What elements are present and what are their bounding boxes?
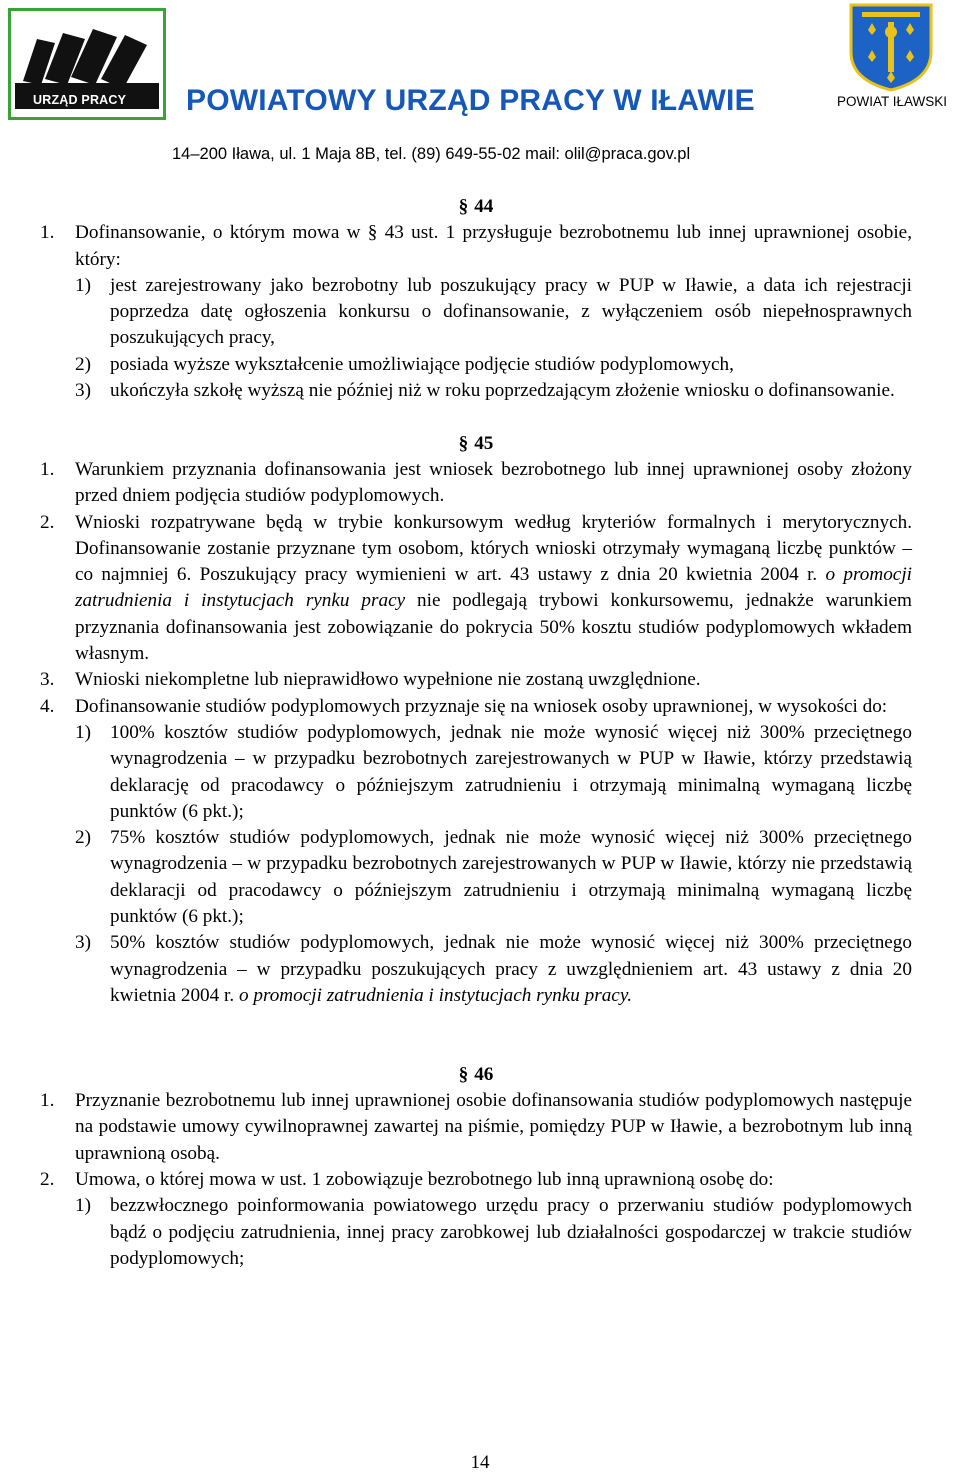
document-body <box>40 194 912 1272</box>
paragraph <box>40 694 912 720</box>
list-item <box>40 273 912 352</box>
county-label: POWIAT IŁAWSKI <box>837 94 948 109</box>
paragraph <box>40 510 912 668</box>
paragraph-number: 3. <box>40 669 55 691</box>
paragraph <box>40 1088 912 1167</box>
section-sign: § <box>458 432 469 454</box>
paragraph <box>40 1167 912 1193</box>
item-number: 2) <box>75 353 91 375</box>
item-text: jest zarejestrowany jako bezrobotny lub poszukujący pracy w PUP w Iławie, a data ich rejestracji poprzedza datę ogłoszenia konkursu o dofinansowanie, z wyłączeniem osób niepełnosprawnych poszukujących pracy, <box>110 274 912 349</box>
section-number: 44 <box>474 196 494 217</box>
list-item <box>40 825 912 930</box>
paragraph-number: 4. <box>40 695 55 717</box>
item-number: 1) <box>75 721 91 743</box>
paragraph-text: Dofinansowanie studiów podyplomowych przyznaje się na wniosek osoby uprawnionej, w wysokości do: <box>75 695 888 717</box>
page-number: 14 <box>470 1452 490 1473</box>
sub-list <box>40 273 912 404</box>
section-heading <box>40 194 912 220</box>
section-number: 46 <box>474 1063 494 1085</box>
section-sign: § <box>458 196 469 217</box>
list-item <box>40 720 912 825</box>
paragraph-text: Umowa, o której mowa w ust. 1 zobowiązuje bezrobotnego lub inną uprawnioną osobę do: <box>75 1168 774 1190</box>
paragraph-text: Dofinansowanie, o którym mowa w § 43 ust. 1 przysługuje bezrobotnemu lub innej uprawnionej osobie, który: <box>75 222 912 270</box>
logo-text: URZĄD PRACY <box>33 93 127 107</box>
text-run: 50% kosztów studiów podyplomowych, jednak nie może wynosić więcej niż 300% przeciętnego wynagrodzenia – w przypadku poszukujących pracy z uwzględnieniem art. 43 ustawy z dnia 20 kwietnia 2004 r. <box>110 932 912 1006</box>
section-heading <box>40 1062 912 1088</box>
address-line: 14–200 Iława, ul. 1 Maja 8B, tel. (89) 649-55-02 mail: olil@praca.gov.pl <box>172 145 691 163</box>
section-sign: § <box>458 1063 469 1085</box>
office-title: POWIATOWY URZĄD PRACY W IŁAWIE <box>186 84 755 117</box>
act-title: o promocji zatrudnienia i instytucjach rynku pracy. <box>238 984 633 1006</box>
item-text: 75% kosztów studiów podyplomowych, jednak nie może wynosić więcej niż 300% przeciętnego wynagrodzenia – w przypadku bezrobotnych zarejestrowanych w PUP w Iławie, którzy nie przedstawią deklaracji od pracodawcy o późniejszym zatrudnieniu i otrzymają minimalną wymaganą liczbę punktów (6 pkt.); <box>110 827 912 928</box>
letterhead <box>0 0 960 175</box>
item-number: 1) <box>75 274 91 296</box>
urzad-pracy-logo <box>8 8 166 120</box>
item-text: 100% kosztów studiów podyplomowych, jednak nie może wynosić więcej niż 300% przeciętnego wynagrodzenia – w przypadku bezrobotnych zarejestrowanych w PUP w Iławie, którzy przedstawią deklarację od pracodawcy o późniejszym zatrudnieniu i otrzymają minimalną wymaganą liczbę punktów (6 pkt.); <box>110 721 912 822</box>
list-item <box>40 352 912 378</box>
section-number: 45 <box>474 432 494 454</box>
item-number: 2) <box>75 827 91 849</box>
item-number: 3) <box>75 380 91 402</box>
paragraph-number: 2. <box>40 511 55 533</box>
paragraph <box>40 457 912 510</box>
item-text <box>110 930 912 1009</box>
paragraph-text: Warunkiem przyznania dofinansowania jest wniosek bezrobotnego lub innej uprawnionej osoby złożony przed dniem podjęcia studiów podyplomowych. <box>75 458 912 507</box>
item-text: ukończyła szkołę wyższą nie później niż w roku poprzedzającym złożenie wniosku o dofinansowanie. <box>110 380 895 402</box>
list-item <box>40 378 912 404</box>
act-title: o promocji zatrudnienia i instytucjach rynku pracy <box>75 564 912 612</box>
paragraph-text <box>75 510 912 668</box>
paragraph-number: 2. <box>40 1168 55 1190</box>
paragraph-number: 1. <box>40 458 55 480</box>
item-text: posiada wyższe wykształcenie umożliwiające podjęcie studiów podyplomowych, <box>110 353 734 375</box>
paragraph-number: 1. <box>40 222 55 244</box>
text-run: Wnioski rozpatrywane będą w trybie konkursowym według kryteriów formalnych i merytorycznych. Dofinansowanie zostanie przyznane tym osobom, których wnioski otrzymały wymaganą liczbę punktów – co najmniej 6. Poszukujący pracy wymienieni w art. 43 ustawy z dnia 20 kwietnia 2004 r. <box>75 511 912 586</box>
paragraph-text: Przyznanie bezrobotnemu lub innej uprawnionej osobie dofinansowania studiów podyplomowych następuje na podstawie umowy cywilnoprawnej zawartej na piśmie, pomiędzy PUP w Iławie, a bezrobotnym lub inną uprawnioną osobą. <box>75 1090 912 1164</box>
paragraph <box>40 667 912 693</box>
section-heading <box>40 431 912 457</box>
paragraph-number: 1. <box>40 1090 55 1112</box>
powiat-crest-icon <box>848 2 934 92</box>
item-number: 3) <box>75 932 91 954</box>
list-item <box>40 1193 912 1272</box>
text-run: nie podlegają trybowi konkursowemu, jednakże warunkiem przyznania dofinansowania jest zobowiązanie do pokrycia 50% kosztu studiów podyplomowych wkładem własnym. <box>75 590 912 665</box>
paragraph-text: Wnioski niekompletne lub nieprawidłowo wypełnione nie zostaną uwzględnione. <box>75 669 701 691</box>
item-number: 1) <box>75 1195 91 1217</box>
item-text: bezzwłocznego poinformowania powiatowego urzędu pracy o przerwaniu studiów podyplomowych bądź o podjęciu zatrudnienia, innej pracy zarobkowej lub działalności gospodarczej w trakcie studiów podyplomowych; <box>110 1195 912 1269</box>
list-item <box>40 930 912 1009</box>
paragraph <box>40 220 912 273</box>
